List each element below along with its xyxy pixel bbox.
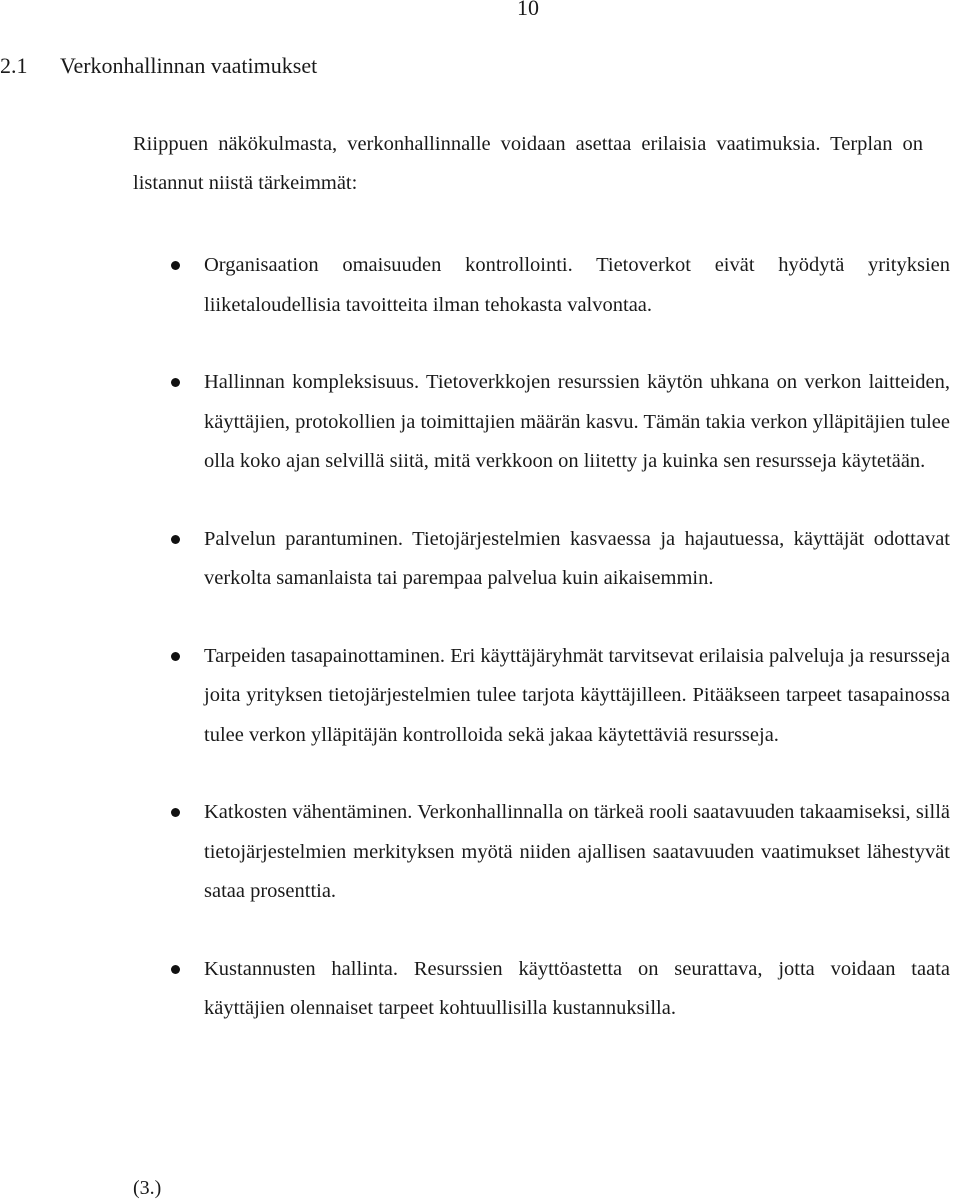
section-heading bbox=[0, 52, 317, 80]
intro-paragraph: Riippuen näkökulmasta, verkonhallinnalle voidaan asettaa erilaisia vaatimuksia. Terplan on listannut niistä tärkeimmät: bbox=[133, 133, 923, 194]
section-number: 2.1 bbox=[0, 53, 28, 78]
list-item-text: Katkosten vähentäminen. Verkonhallinnalla on tärkeä rooli saatavuuden takaamiseksi, sillä tietojärjestelmien merkityksen myötä niiden ajallisen saatavuuden vaatimukset lähestyvät sataa prosenttia. bbox=[204, 801, 950, 902]
list-item bbox=[204, 793, 950, 912]
bullet-icon bbox=[171, 808, 180, 817]
bullet-icon bbox=[171, 535, 180, 544]
bullet-icon bbox=[171, 261, 180, 270]
page-number: 10 bbox=[517, 0, 539, 20]
list-item-text: Hallinnan kompleksisuus. Tietoverkkojen resurssien käytön uhkana on verkon laitteiden, käyttäjien, protokollien ja toimittajien määrän kasvu. Tämän takia verkon ylläpitäjien tulee olla koko ajan selvillä siitä, mitä verkkoon on liitetty ja kuinka sen resursseja käytetään. bbox=[204, 371, 950, 472]
section-title: Verkonhallinnan vaatimukset bbox=[60, 53, 318, 78]
source-reference: (3.) bbox=[133, 1177, 162, 1199]
list-item bbox=[204, 637, 950, 756]
requirements-list bbox=[204, 246, 950, 1067]
list-item bbox=[204, 246, 950, 325]
bullet-icon bbox=[171, 652, 180, 661]
list-item-text: Organisaation omaisuuden kontrollointi. Tietoverkot eivät hyödytä yrityksien liiketaloudellisia tavoitteita ilman tehokasta valvontaa. bbox=[204, 254, 950, 316]
bullet-icon bbox=[171, 378, 180, 387]
list-item-text: Tarpeiden tasapainottaminen. Eri käyttäjäryhmät tarvitsevat erilaisia palveluja ja resursseja joita yrityksen tietojärjestelmien tulee tarjota käyttäjilleen. Pitääkseen tarpeet tasapainossa tulee verkon ylläpitäjän kontrolloida sekä jakaa käytettäviä resursseja. bbox=[204, 644, 950, 746]
list-item-text: Palvelun parantuminen. Tietojärjestelmien kasvaessa ja hajautuessa, käyttäjät odottavat verkolta samanlaista tai parempaa palvelua kuin aikaisemmin. bbox=[204, 527, 950, 589]
list-item bbox=[204, 363, 950, 482]
bullet-icon bbox=[171, 965, 180, 974]
list-item bbox=[204, 520, 950, 599]
list-item-text: Kustannusten hallinta. Resurssien käyttöastetta on seurattava, jotta voidaan taata käyttäjien olennaiset tarpeet kohtuullisilla kustannuksilla. bbox=[204, 957, 950, 1019]
list-item bbox=[204, 950, 950, 1029]
